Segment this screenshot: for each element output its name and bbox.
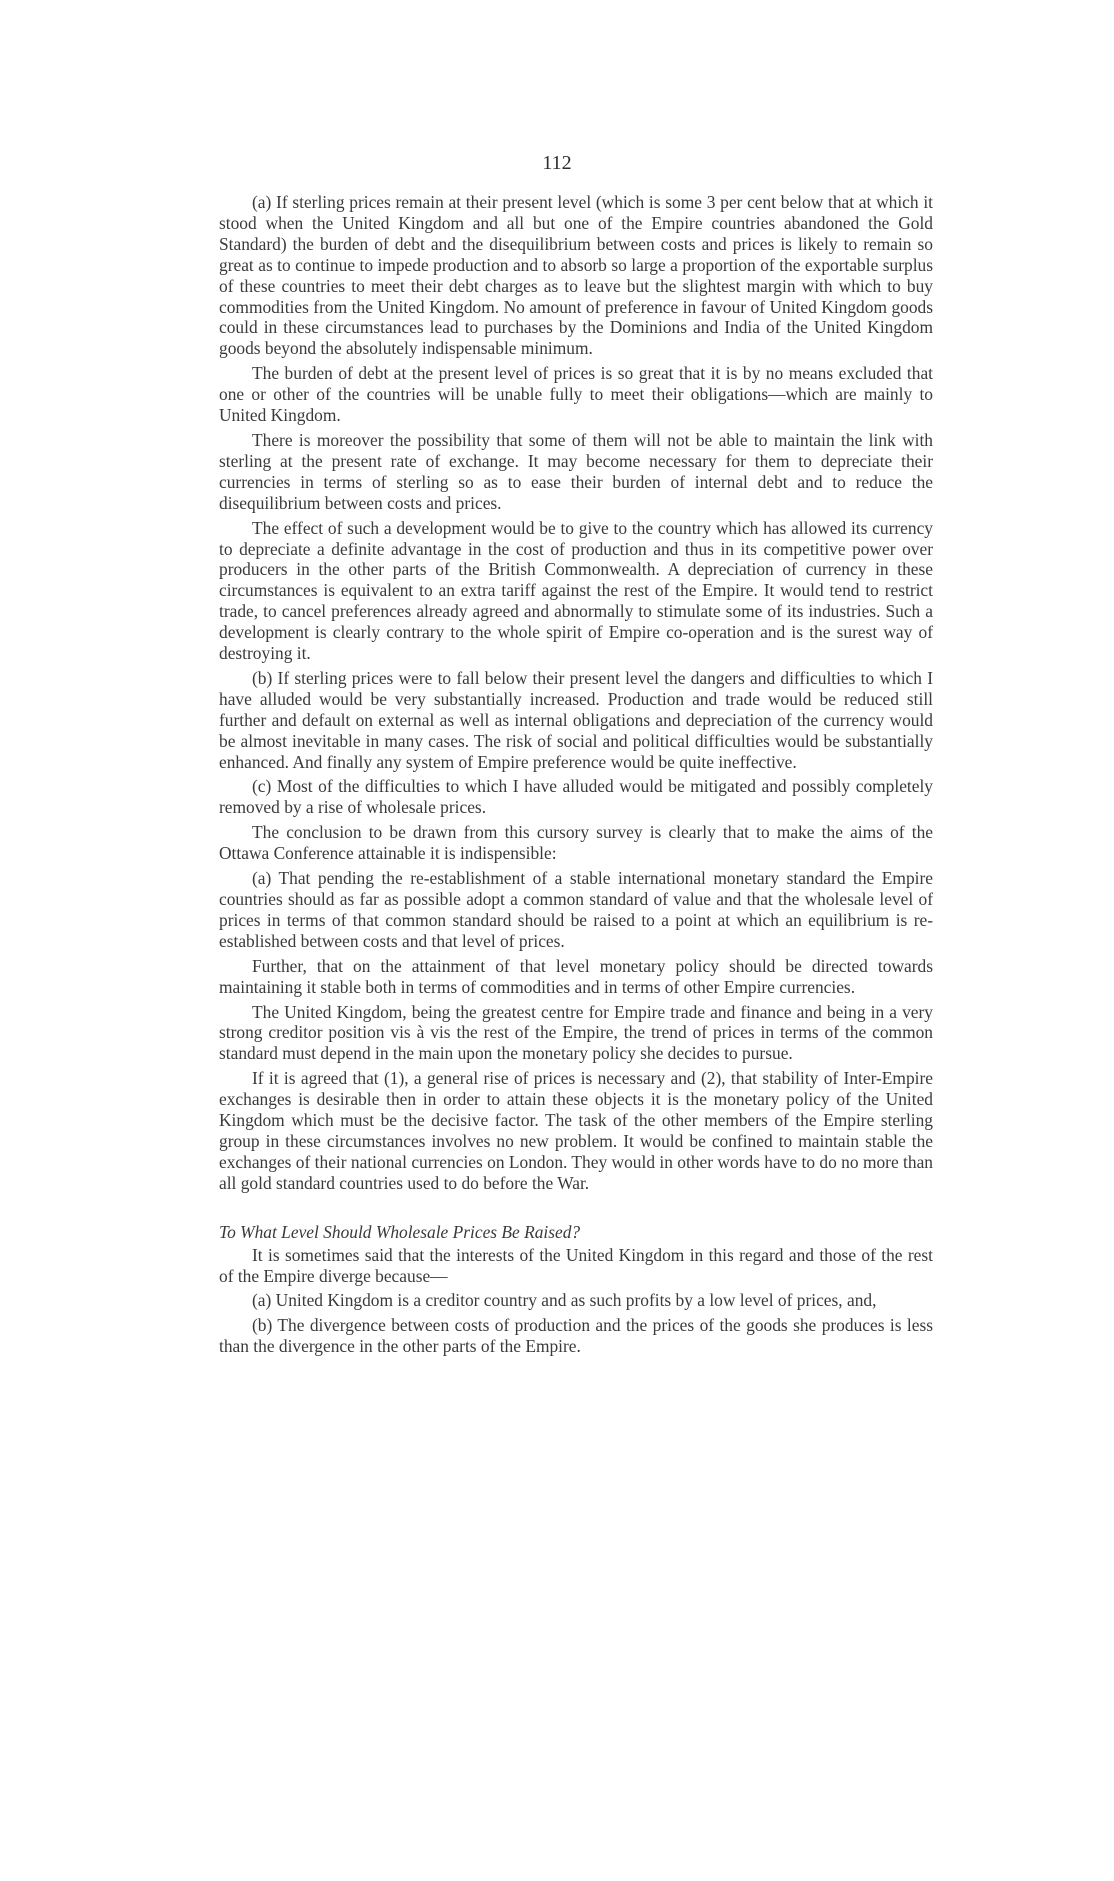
paragraph: The effect of such a development would be to give to the country which has allowed its currency to depreciate a definite advantage in the cost of production and thus in its competitive power over producers in the other parts of the British Commonwealth. A depreciation of currency in these circumstances is equivalent to an extra tariff against the rest of the Empire. It would tend to restrict trade, to cancel preferences already agreed and abnormally to stimulate some of its industries. Such a development is clearly contrary to the whole spirit of Empire co-operation and is the surest way of destroying it. [219, 517, 933, 664]
paragraph: Further, that on the attainment of that level monetary policy should be directed towards maintaining it stable both in terms of commodities and in terms of other Empire currencies. [219, 955, 933, 997]
paragraph: (c) Most of the difficulties to which I have alluded would be mitigated and possibly completely removed by a rise of wholesale prices. [219, 776, 933, 818]
paragraph: If it is agreed that (1), a general rise of prices is necessary and (2), that stability of Inter-Empire exchanges is desirable then in order to attain these objects it is the monetary policy of the United Kingdom which must be the decisive factor. The task of the other members of the Empire sterling group in these circumstances involves no new problem. It would be confined to maintain stable the exchanges of their national currencies on London. They would in other words have to do no more than all gold standard countries used to do before the War. [219, 1068, 933, 1193]
paragraph: The burden of debt at the present level of prices is so great that it is by no means excluded that one or other of the countries will be unable fully to meet their obligations—which are mainly to United Kingdom. [219, 363, 933, 426]
section-heading: To What Level Should Wholesale Prices Be Raised? [219, 1221, 581, 1242]
paragraph: It is sometimes said that the interests of the United Kingdom in this regard and those of the rest of the Empire diverge because— [219, 1244, 933, 1286]
page-number: 112 [542, 152, 572, 174]
paragraph: There is moreover the possibility that some of them will not be able to maintain the link with sterling at the present rate of exchange. It may become necessary for them to depreciate their currencies in terms of sterling so as to ease their burden of internal debt and to reduce the disequilibrium between costs and prices. [219, 429, 933, 513]
paragraph: (a) That pending the re-establishment of a stable international monetary standard the Empire countries should as far as possible adopt a common standard of value and that the wholesale level of prices in terms of that common standard should be raised to a point at which an equilibrium is re-established between costs and that level of prices. [219, 868, 933, 951]
paragraph: The conclusion to be drawn from this cursory survey is clearly that to make the aims of the Ottawa Conference attainable it is indispensible: [219, 822, 933, 864]
paragraph: (a) If sterling prices remain at their present level (which is some 3 per cent below that at which it stood when the United Kingdom and all but one of the Empire countries abandoned the Gold Standard) the burden of debt and the disequilibrium between costs and prices is likely to remain so great as to continue to impede production and to absorb so large a proportion of the exportable surplus of these countries to meet their debt charges as to leave but the slightest margin with which to buy commodities from the United Kingdom. No amount of preference in favour of United Kingdom goods could in these circumstances lead to purchases by the Dominions and India of the United Kingdom goods beyond the absolutely indispensable minimum. [219, 192, 933, 359]
document-body [219, 192, 933, 1361]
paragraph: (a) United Kingdom is a creditor country and as such profits by a low level of prices, and, [252, 1290, 877, 1311]
paragraph: The United Kingdom, being the greatest centre for Empire trade and finance and being in a very strong creditor position vis à vis the rest of the Empire, the trend of prices in terms of the common standard must depend in the main upon the monetary policy she decides to pursue. [219, 1001, 933, 1064]
paragraph: (b) The divergence between costs of production and the prices of the goods she produces is less than the divergence in the other parts of the Empire. [219, 1315, 933, 1357]
paragraph: (b) If sterling prices were to fall below their present level the dangers and difficulties to which I have alluded would be very substantially increased. Production and trade would be reduced still further and default on external as well as internal obligations and depreciation of the currency would be almost inevitable in many cases. The risk of social and political difficulties would be substantially enhanced. And finally any system of Empire preference would be quite ineffective. [219, 667, 933, 772]
